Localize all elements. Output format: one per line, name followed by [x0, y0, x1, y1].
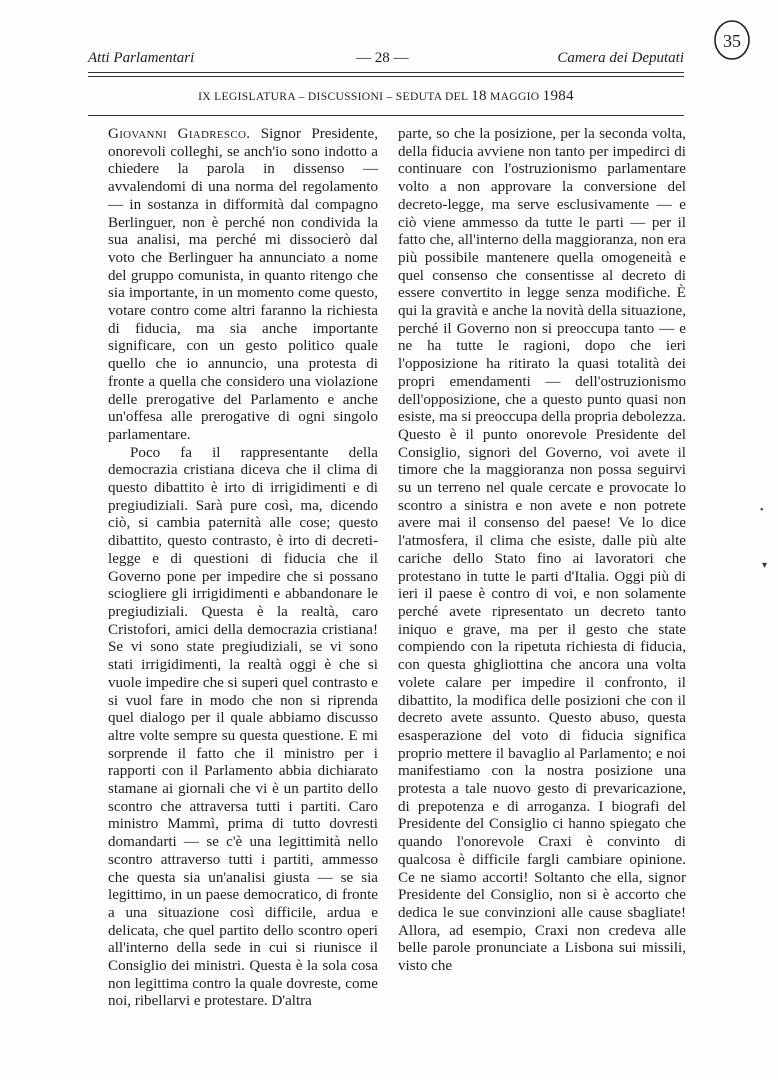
header-double-rule: [88, 72, 684, 77]
left-column: [108, 126, 378, 1011]
session-year: 1984: [542, 88, 574, 104]
speaker-name: Giovanni Giadresco.: [108, 126, 251, 142]
session-prefix: IX LEGISLATURA – DISCUSSIONI – SEDUTA DEL: [198, 90, 468, 103]
page-number-stamp: [712, 18, 752, 62]
session-subheader: [88, 88, 684, 105]
header-publication: Atti Parlamentari: [88, 50, 195, 66]
page-header: [88, 50, 684, 72]
paragraph: [108, 126, 378, 445]
right-column: [398, 126, 686, 976]
paragraph: Poco fa il rappresentante della democrazia cristiana diceva che il clima di questo dibattito è irto di irrigidimenti e di pregiudiziali. Sarà pure così, ma, dicendo ciò, si cambia paternità alle cose; questo dibattito, questo contrasto, è irto di decreti-legge e di questioni di fiducia che il Governo pone per impedire che si possano sciogliere gli irrigidimenti e abbandonare le pregiudiziali. Questa è la realtà, caro Cristofori, amici della democrazia cristiana! Se vi sono state pregiudiziali, se vi sono stati irrigidimenti, la realtà oggi è che si vuole impedire che si superi quel contrasto e si vuol fare in modo che non si riprenda quel dialogo per il quale abbiamo discusso altre volte sempre su questa questione. E mi sorprende il fatto che il ministro per i rapporti con il Parlamento abbia dichiarato stamane ai giornali che vi è un partito dello scontro che attraversa tutti i partiti. Caro ministro Mammì, prima di tutto dovresti domandarti — se c'è una legittimità nello scontro attraverso tutti i partiti, ammesso che questa sia un'analisi giusta — se sia legittimo, in un paese democratico, di fronte a una situazione così difficile, ardua e delicata, che quel partito dello scontro operi all'interno della sede in cui si riunisce il Consiglio dei ministri. Questa è la sola cosa non legittima contro la quale dovreste, come noi, ribellarvi e protestare. D'altra: [108, 444, 378, 1010]
page-number: — 28 —: [356, 50, 409, 66]
header-chamber: Camera dei Deputati: [557, 50, 684, 66]
paragraph: parte, so che la posizione, per la seconda volta, della fiducia avviene non tanto per impedirci di continuare con l'ostruzionismo parlamentare volto a non approvare la conversione del decreto-legge, ma serve esclusivamente — e ciò viene ammesso da tutte le parti — per il fatto che, all'interno della maggioranza, non era più possibile mantenere quella omogeneità e quel consenso che consentisse al decreto di essere convertito in legge senza modifiche. È qui la gravità e anche la novità della situazione, perché il Governo non si preoccupa tanto — e ne ha tutte le ragioni, dopo che ieri l'opposizione ha ritirato la quasi totalità dei propri emendamenti — dell'ostruzionismo dell'opposizione, che a questo punto quasi non esiste, ma si preoccupa della propria debolezza. Questo è il punto onorevole Presidente del Consiglio, signori del Governo, voi avete il timore che la maggioranza non possa seguirvi su un terreno nel quale cercate e provocate lo scontro a sinistra e non avete e non potrete avere mai il consenso del paese! Ve lo dice l'atmosfera, il clima che esiste, dalle più alte cariche dello Stato fino ai lavoratori che protestano in tutte le parti d'Italia. Oggi più di ieri il paese è contro di voi, e non solamente perché avete ripresentato un decreto tanto iniquo e grave, ma per il gesto che state compiendo con la ripetuta richiesta di fiducia, con questa ghigliottina che ancora una volta volete calare per impedire il confronto, il dibattito, la modifica delle posizioni che con il decreto avete assunto. Questo abuso, questa esasperazione del voto di fiducia significa proprio mettere il bavaglio al Parlamento; e noi manifestiamo con la nostra posizione una protesta a tale nuovo gesto di prevaricazione, di prepotenza e di arroganza. I biografi del Presidente del Consiglio ci hanno spiegato che quando l'onorevole Craxi è convinto di qualcosa è difficile fargli cambiare opinione. Ce ne siamo accorti! Soltanto che ella, signor Presidente del Consiglio, non si è accorto che dedica le sue convinzioni alle cause sbagliate! Allora, ad esempio, Craxi non credeva alle belle parole pronunciate a Lisbona sui missili, visto che: [398, 126, 686, 975]
stamp-label: 35: [723, 31, 741, 51]
paragraph-text: Signor Presidente, onorevoli colleghi, se anch'io sono indotto a chiedere la parola in dissenso — avvalendomi di una norma del regolamento — in sostanza in difformità dal compagno Berlinguer, non è perché non condivida la sua analisi, ma perché mi dissocierò dal voto che Berlinguer ha annunciato a nome del gruppo comunista, in quanto ritengo che sia importante, in un momento come questo, votare contro come altri faranno la richiesta di fiducia, ma sia anche importante significare, con un gesto politico quale quello che io annuncio, una protesta di fronte a quella che considero una violazione delle prerogative del Parlamento e anche un'offesa alle prerogative di ogni singolo parlamentare.: [108, 126, 378, 443]
subheader-rule: [88, 115, 684, 116]
scan-speck: ▾: [762, 560, 768, 571]
session-month: MAGGIO: [490, 90, 540, 103]
scan-speck: •: [760, 505, 764, 516]
session-day: 18: [471, 88, 487, 104]
